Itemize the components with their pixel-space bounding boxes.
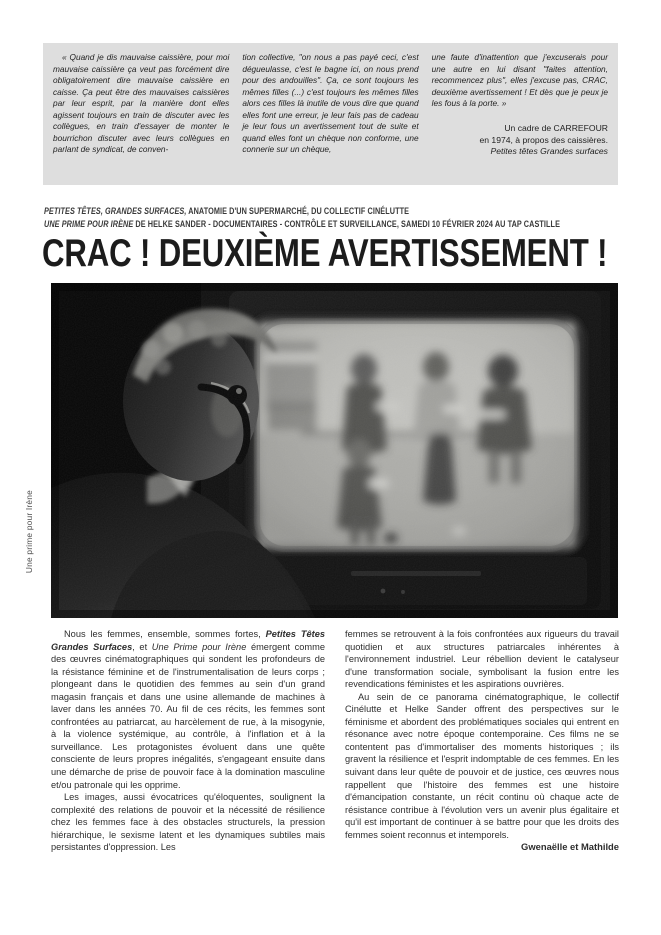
body-column-right [345,628,619,854]
article-signature: Gwenaëlle et Mathilde [521,841,619,853]
attribution-source: Un cadre de CARREFOUR [504,122,608,133]
p1-mid: , et [132,641,152,652]
body-paragraph-2: Les images, aussi évocatrices qu'éloquentes, soulignent la complexité des relations de pouvoir et la nécessité de résilience chez les femmes face à des obstacles structurels, la pression hiérarchique, le sexisme latent et les dynamiques subtiles mais persistantes d'oppression. Les [51,792,325,853]
subtitle-line-2-rest: DE HELKE SANDER - DOCUMENTAIRES - CONTRÔLE ET SURVEILLANCE, SAMEDI 10 FÉVRIER 2024 AU TAP CASTILLE [133,218,561,229]
attribution-film-title: Petites têtes Grandes surfaces [490,146,608,157]
quote-column-3 [432,52,608,177]
page-title: CRAC ! DEUXIÈME AVERTISSEMENT ! [42,232,608,275]
photo-illustration [51,283,618,618]
p1-lead: Nous les femmes, ensemble, sommes fortes, [64,629,266,639]
subtitle-line-1-film: PETITES TÊTES, GRANDES SURFACES, [44,206,187,216]
article-body [51,628,619,854]
body-paragraph-4: Au sein de ce panorama cinématographique, le collectif Cinélutte et Helke Sander offrent des perspectives sur le féminisme et abordent des problématiques sociales qui entrent en résonance avec notre époque contemporaine. Ces films ne se contentent pas d'immortaliser des moments historiques ; ils gravent la résilience et l'esprit indomptable de ces femmes. En les suivant dans leur quête de pouvoir et de justice, ces œuvres nous rappellent que l'histoire des femmes est une histoire d'émancipation constante, un récit continu où chaque acte de résistance contribue à l'évolution vers un avenir plus égalitaire et qu'il est important de continuer à se battre pour que les droits des femmes soient reconnus et intemporels. [345,691,619,840]
photo-surveillance-monitor [51,283,618,618]
photo-vertical-caption: Une prime pour Irène [24,490,34,574]
subtitle-line-2-film: UNE PRIME POUR IRÈNE [44,218,134,229]
header-subtitles [44,205,624,230]
attribution-date: en 1974, à propos des caissières. [479,134,608,145]
subtitle-line-2 [44,218,561,231]
pull-quote-box [43,43,618,185]
p1-rest: émergent comme des œuvres cinématographiques qui sondent les profondeurs de la résistance féminine et de l'instrumentalisation de leurs corps ; plongeant dans le quotidien des femmes au sein d'un grand magasin français et dans une usine allemande de machines à laver dans les années 70. Au fil de ces récits, les femmes sont confrontées au patriarcat, au harcèlement de rue, à la misogynie, à la violence systémique, au contrôle, à l'inflation et à la surveillance. Les protagonistes évoluent dans une quête consciente de leurs propres inégalités, s'engageant ensuite dans une démarche de prise de pouvoir face à la domination masculine et/ou patronale qui les opprime. [51,641,325,790]
quote-column-2: tion collective, "on nous a pas payé ceci, c'est dégueulasse, c'est le bagne ici, on nous prend pour des andouilles". Ça, ce sont toujours les mêmes filles (...) c'est toujours les mêmes filles alors ces filles là inutile de vous dire que quand elles font une erreur, je leur fais pas de cadeau je leur fous un avertissement tout de suite et quand elles font un chèque non conforme, une connerie sur un chèque, [242,52,419,155]
subtitle-line-1-rest: ANATOMIE D'UN SUPERMARCHÉ, DU COLLECTIF CINÉLUTTE [186,206,410,216]
p1-film-title-2: Une Prime pour Irène [151,641,247,652]
quote-column-3-text: une faute d'inattention que j'excuserais pour une autre en lui disant "faites attention, recommencez plus", elles j'excuse pas, CRAC, deuxième avertissement ! Et dès que je peux je les fous à la porte. » [431,52,608,109]
body-paragraph-1 [51,628,325,791]
p1-film-title-1: Petites Têtes Grandes Surfaces [51,629,325,652]
quote-column-1: « Quand je dis mauvaise caissière, pour moi mauvaise caissière ça veut pas forcément dire obligatoirement dire mauvaise caissière en caisse. Ça peut être des mauvaises caissières par leur esprit, par la manière dont elles agissent toujours en train de discuter avec les collègues, en train d'essayer de monter le bourrichon discuter avec leurs collègues en parlant de syndicat, de conven- [53,52,230,155]
body-column-left [51,628,325,854]
subtitle-line-1 [44,205,508,218]
body-paragraph-3: femmes se retrouvent à la fois confrontées aux rigueurs du travail quotidien et aux structures patriarcales inhérentes à l'environnement industriel. Leur rébellion devient le catalyseur d'une transformation sociale, symbolisant la fusion entre les revendications féministes et les aspirations ouvrières. [345,629,619,690]
quote-attribution [432,123,608,158]
